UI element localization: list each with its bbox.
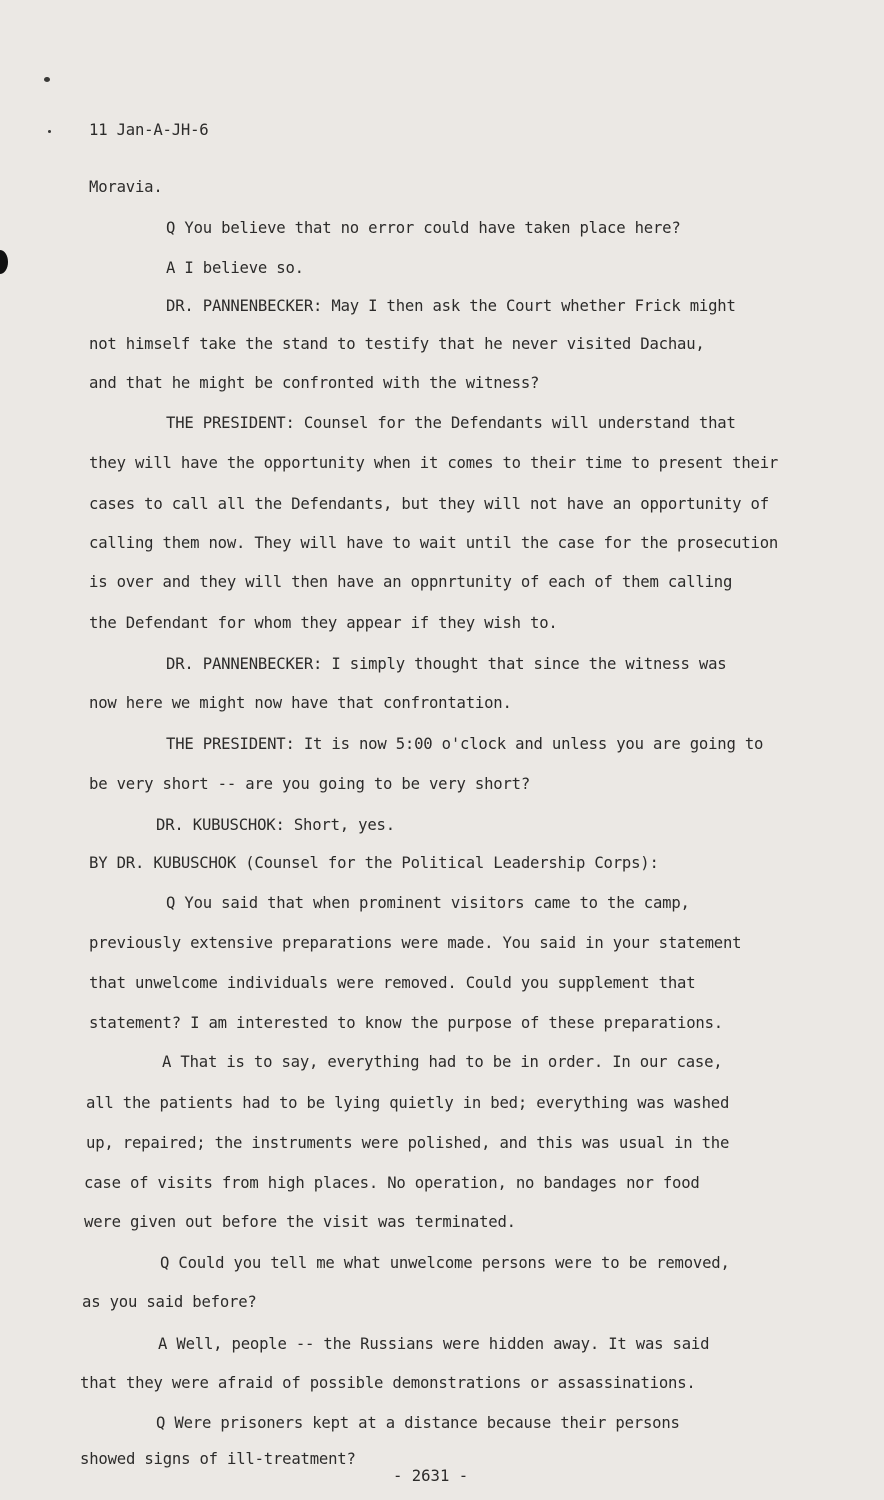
- text-line: cases to call all the Defendants, but they will not have an opportunity of: [89, 495, 769, 513]
- text-line: DR. KUBUSCHOK: Short, yes.: [156, 816, 395, 834]
- text-line: Q You believe that no error could have taken place here?: [166, 219, 681, 237]
- ink-speck: [48, 130, 51, 133]
- text-line: A That is to say, everything had to be in order. In our case,: [162, 1053, 723, 1071]
- text-line: Moravia.: [89, 178, 163, 196]
- text-line: DR. PANNENBECKER: May I then ask the Court whether Frick might: [166, 297, 736, 315]
- text-line: up, repaired; the instruments were polished, and this was usual in the: [86, 1134, 730, 1152]
- text-line: were given out before the visit was terminated.: [84, 1213, 516, 1231]
- text-line: showed signs of ill-treatment?: [80, 1450, 356, 1468]
- text-line: previously extensive preparations were made. You said in your statement: [89, 934, 742, 952]
- text-line: calling them now. They will have to wait until the case for the prosecution: [89, 534, 779, 552]
- text-line: the Defendant for whom they appear if they wish to.: [89, 614, 558, 632]
- text-line: now here we might now have that confrontation.: [89, 694, 512, 712]
- text-line: case of visits from high places. No operation, no bandages nor food: [84, 1174, 700, 1192]
- text-line: statement? I am interested to know the purpose of these preparations.: [89, 1014, 723, 1032]
- text-line: THE PRESIDENT: Counsel for the Defendants will understand that: [166, 414, 736, 432]
- text-line: as you said before?: [82, 1293, 257, 1311]
- text-line: that unwelcome individuals were removed. Could you supplement that: [89, 974, 696, 992]
- text-line: Q Were prisoners kept at a distance because their persons: [156, 1414, 680, 1432]
- text-line: is over and they will then have an oppnrtunity of each of them calling: [89, 573, 733, 591]
- text-line: Q You said that when prominent visitors came to the camp,: [166, 894, 690, 912]
- text-line: A Well, people -- the Russians were hidden away. It was said: [158, 1335, 710, 1353]
- document-reference: 11 Jan-A-JH-6: [89, 121, 209, 139]
- text-line: Q Could you tell me what unwelcome persons were to be removed,: [160, 1254, 730, 1272]
- punch-hole: [0, 250, 8, 274]
- text-line: A I believe so.: [166, 259, 304, 277]
- ink-speck: [44, 77, 50, 82]
- text-line: THE PRESIDENT: It is now 5:00 o'clock and unless you are going to: [166, 735, 764, 753]
- text-line: they will have the opportunity when it comes to their time to present their: [89, 454, 779, 472]
- text-line: DR. PANNENBECKER: I simply thought that since the witness was: [166, 655, 727, 673]
- text-line: that they were afraid of possible demonstrations or assassinations.: [80, 1374, 696, 1392]
- text-line: all the patients had to be lying quietly in bed; everything was washed: [86, 1094, 730, 1112]
- text-line: and that he might be confronted with the witness?: [89, 374, 540, 392]
- page-number: - 2631 -: [393, 1467, 469, 1485]
- text-line: BY DR. KUBUSCHOK (Counsel for the Political Leadership Corps):: [89, 854, 659, 872]
- text-line: be very short -- are you going to be very short?: [89, 775, 531, 793]
- text-line: not himself take the stand to testify that he never visited Dachau,: [89, 335, 705, 353]
